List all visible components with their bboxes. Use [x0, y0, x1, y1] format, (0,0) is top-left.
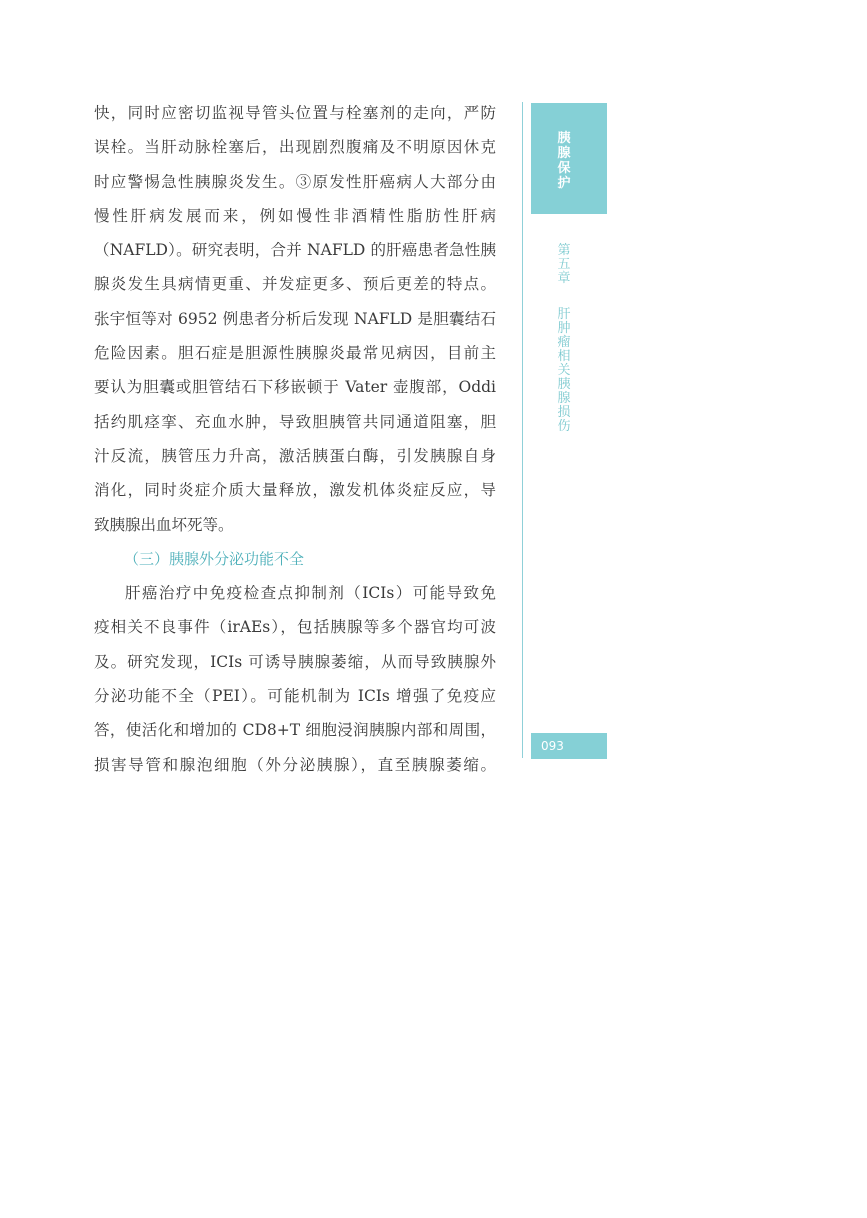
- body-line-8: 危险因素。胆石症是胆源性胰腺炎最常见病因，目前主: [94, 344, 496, 363]
- body-line-7: 张宇恒等对 6952 例患者分析后发现 NAFLD 是胆囊结石: [94, 309, 496, 328]
- side-tab-label: 胰腺保护: [557, 131, 571, 191]
- body-line-5: （NAFLD）。研究表明，合并 NAFLD 的肝癌患者急性胰: [94, 241, 496, 260]
- section-line-3: 及。研究发现，ICIs 可诱导胰腺萎缩，从而导致胰腺外: [94, 652, 496, 671]
- section-heading: （三）胰腺外分泌功能不全: [124, 549, 305, 568]
- body-line-12: 消化，同时炎症介质大量释放，激发机体炎症反应，导: [94, 481, 496, 500]
- main-text-column: [94, 96, 496, 782]
- body-line-13: 致胰腺出血坏死等。: [94, 515, 234, 534]
- body-line-4: 慢性肝病发展而来，例如慢性非酒精性脂肪性肝病: [94, 206, 496, 225]
- chapter-title: 肝肿瘤相关胰腺损伤: [557, 307, 571, 434]
- chapter-running-head: [557, 244, 571, 434]
- body-line-10: 括约肌痉挛、充血水肿，导致胆胰管共同通道阻塞，胆: [94, 412, 496, 431]
- section-line-2: 疫相关不良事件（irAEs），包括胰腺等多个器官均可波: [94, 618, 496, 637]
- body-line-3: 时应警惕急性胰腺炎发生。③原发性肝癌病人大部分由: [94, 172, 496, 191]
- chapter-number: 第五章: [557, 243, 571, 286]
- body-line-6: 腺炎发生具病情更重、并发症更多、预后更差的特点。: [94, 275, 496, 294]
- body-line-1: 快，同时应密切监视导管头位置与栓塞剂的走向，严防: [94, 104, 496, 122]
- section-line-4: 分泌功能不全（PEI）。可能机制为 ICIs 增强了免疫应: [94, 687, 496, 706]
- body-line-2: 误栓。当肝动脉栓塞后，出现剧烈腹痛及不明原因休克: [94, 138, 496, 157]
- section-line-6: 损害导管和腺泡细胞（外分泌胰腺），直至胰腺萎缩。: [94, 755, 496, 774]
- side-section-tab: [531, 103, 607, 214]
- margin-divider-line: [522, 102, 523, 758]
- body-line-11: 汁反流，胰管压力升高，激活胰蛋白酶，引发胰腺自身: [94, 446, 496, 465]
- section-line-1: 肝癌治疗中免疫检查点抑制剂（ICIs）可能导致免: [125, 584, 496, 603]
- section-line-5: 答，使活化和增加的 CD8+T 细胞浸润胰腺内部和周围，: [94, 721, 496, 740]
- page-number-tab: 093: [531, 733, 607, 759]
- body-line-9: 要认为胆囊或胆管结石下移嵌顿于 Vater 壶腹部，Oddi: [94, 378, 496, 397]
